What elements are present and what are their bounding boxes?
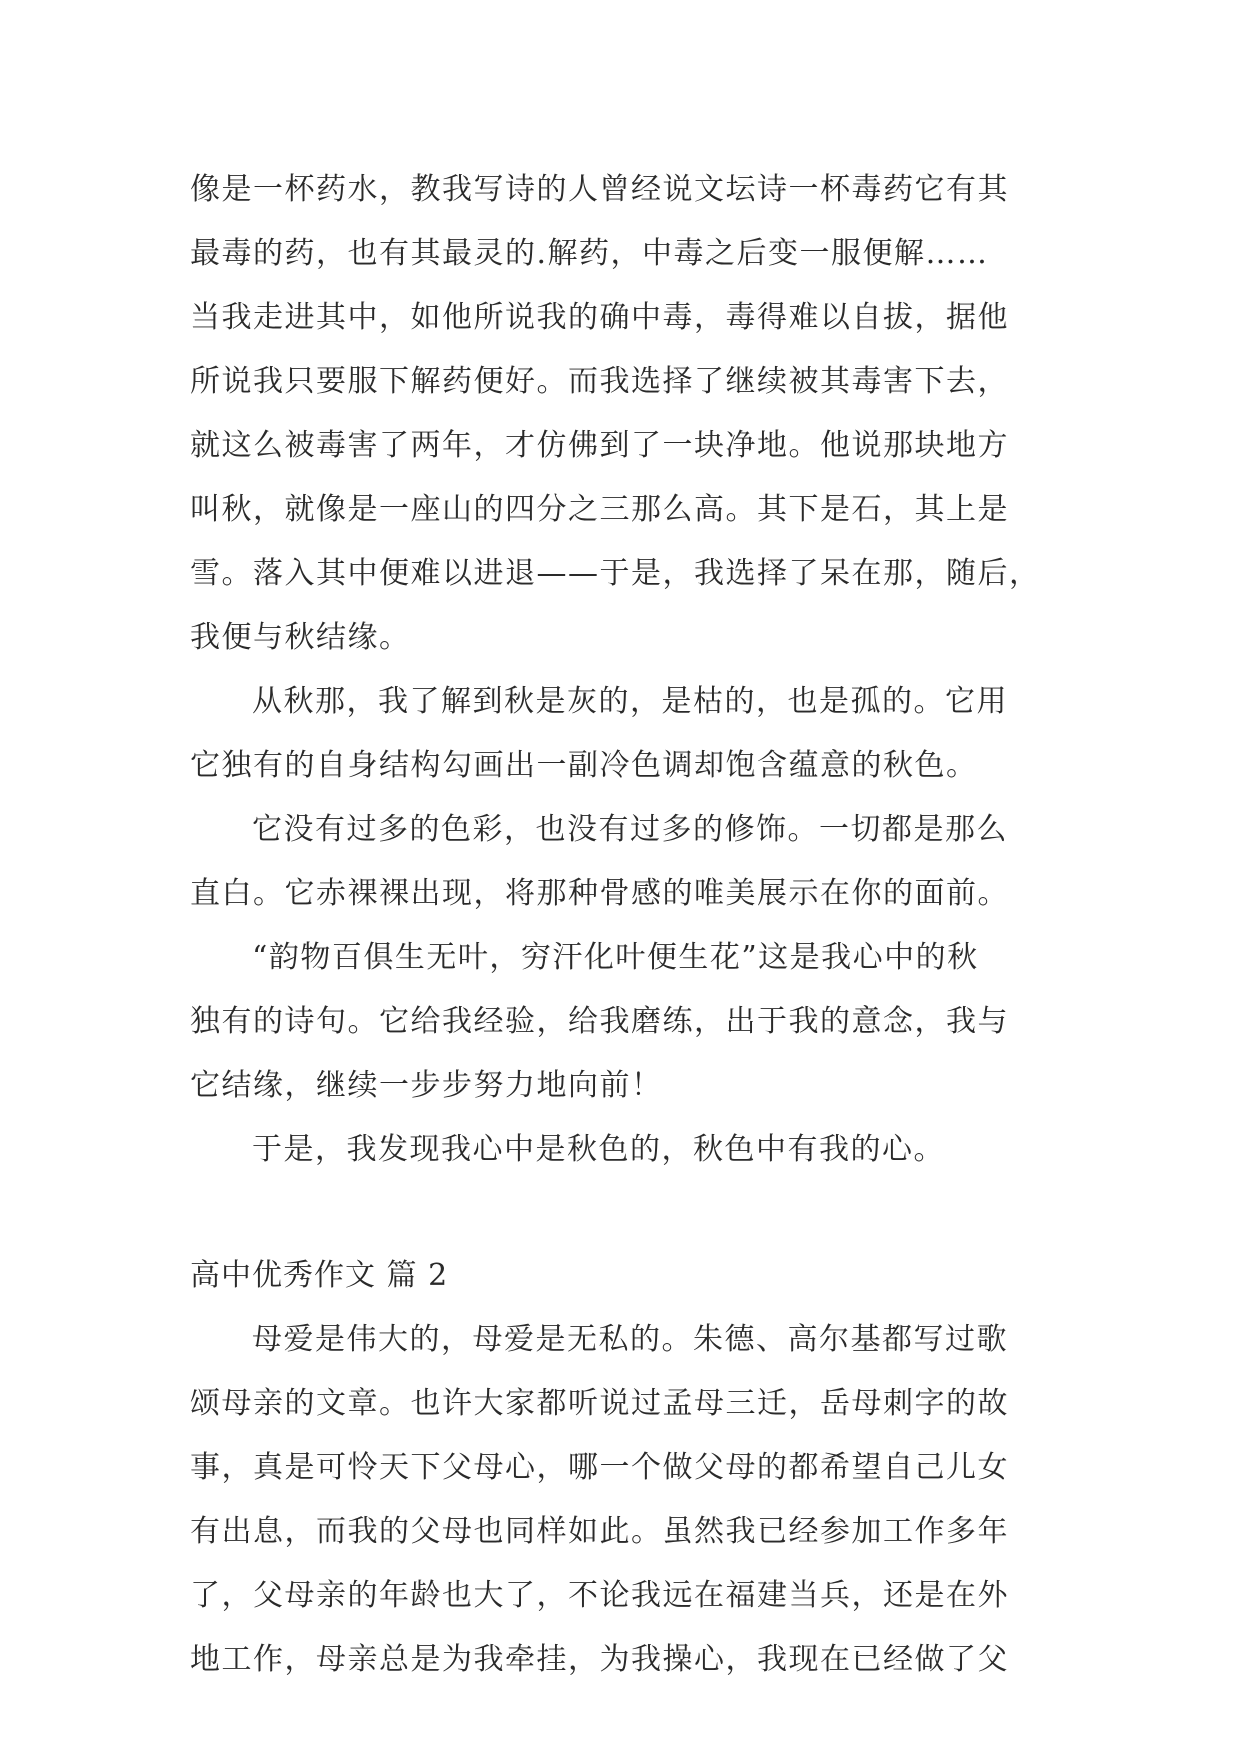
text-line: 事，真是可怜天下父母心，哪一个做父母的都希望自己儿女 <box>190 1450 1009 1485</box>
text-line: 独有的诗句。它给我经验，给我磨练，出于我的意念，我与 <box>190 1004 1009 1039</box>
paragraph-2 <box>190 670 1050 798</box>
text-line: 最毒的药，也有其最灵的.解药，中毒之后变一服便解…… <box>190 236 989 271</box>
text-line: 了，父母亲的年龄也大了，不论我远在福建当兵，还是在外 <box>190 1578 1009 1613</box>
paragraph-5 <box>190 1118 1050 1182</box>
text-line: 像是一杯药水，教我写诗的人曾经说文坛诗一杯毒药它有其 <box>190 172 1009 207</box>
text-line: 所说我只要服下解药便好。而我选择了继续被其毒害下去， <box>190 364 1009 399</box>
text-line: 母爱是伟大的，母爱是无私的。朱德、高尔基都写过歌 <box>252 1322 1008 1357</box>
text-line: 就这么被毒害了两年，才仿佛到了一块净地。他说那块地方 <box>190 428 1009 463</box>
text-line: 从秋那，我了解到秋是灰的，是枯的，也是孤的。它用 <box>252 684 1008 719</box>
text-line: 有出息，而我的父母也同样如此。虽然我已经参加工作多年 <box>190 1514 1009 1549</box>
text-line: 颂母亲的文章。也许大家都听说过孟母三迁，岳母刺字的故 <box>190 1386 1009 1421</box>
text-line: 雪。落入其中便难以进退——于是，我选择了呆在那，随后， <box>190 556 1041 591</box>
text-line: “韵物百俱生无叶，穷汗化叶便生花”这是我心中的秋 <box>252 940 979 975</box>
paragraph-1 <box>190 158 1050 670</box>
text-line: 于是，我发现我心中是秋色的，秋色中有我的心。 <box>252 1132 945 1167</box>
text-line: 它没有过多的色彩，也没有过多的修饰。一切都是那么 <box>252 812 1008 847</box>
document-body <box>190 158 1050 1692</box>
text-line: 直白。它赤裸裸出现，将那种骨感的唯美展示在你的面前。 <box>190 876 1009 911</box>
text-line: 地工作，母亲总是为我牵挂，为我操心，我现在已经做了父 <box>190 1642 1009 1677</box>
text-line: 它结缘，继续一步步努力地向前！ <box>190 1068 663 1103</box>
text-line: 它独有的自身结构勾画出一副冷色调却饱含蕴意的秋色。 <box>190 748 978 783</box>
paragraph-4 <box>190 926 1050 1118</box>
text-line: 叫秋，就像是一座山的四分之三那么高。其下是石，其上是 <box>190 492 1009 527</box>
text-line: 我便与秋结缘。 <box>190 620 411 655</box>
paragraph-3 <box>190 798 1050 926</box>
text-line: 当我走进其中，如他所说我的确中毒，毒得难以自拔，据他 <box>190 300 1009 335</box>
paragraph-6 <box>190 1308 1050 1692</box>
section-heading: 高中优秀作文 篇 2 <box>190 1258 449 1293</box>
